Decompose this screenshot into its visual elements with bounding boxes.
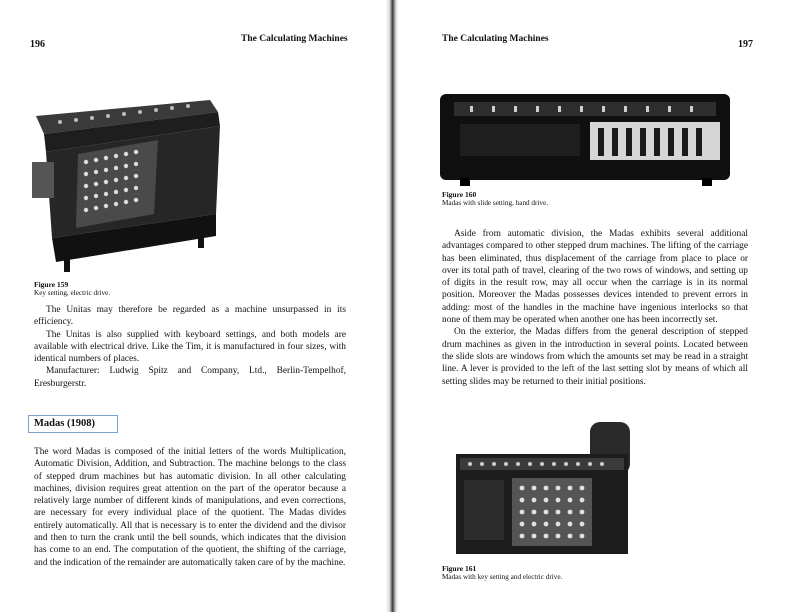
figure-caption: Madas with slide setting, hand drive. bbox=[442, 199, 548, 207]
figure-label: Figure 161 bbox=[442, 564, 477, 573]
paragraph: Manufacturer: Ludwig Spitz and Company, Ltd., Berlin-Tempelhof, Eresburgerstr. bbox=[34, 366, 346, 389]
figure-161-photo bbox=[452, 418, 638, 562]
figure-160-caption bbox=[442, 190, 548, 208]
body-text bbox=[442, 228, 748, 388]
paragraph: Aside from automatic division, the Madas exhibits several additional advantages compared to other stepped drum machines. The lifting of the carriage has been eliminated, thus displacement of the carriage from place to place or over its total path of travel, clearing of the two rows of windows, and setting up of digits in the result row, may all occur when the carriage is in its normal position. Moreover the Madas possesses devices intended to prevent errors in adding: most of the handles in the machine have ingenious interlocks so that none of them may be operated when another one has been incorrectly set. bbox=[442, 229, 748, 326]
figure-161-caption bbox=[442, 564, 562, 582]
page-number: 196 bbox=[30, 39, 45, 50]
figure-159-caption bbox=[34, 280, 110, 298]
running-head: The Calculating Machines bbox=[241, 34, 348, 44]
section-body bbox=[34, 446, 346, 569]
right-page bbox=[398, 0, 792, 612]
left-page bbox=[0, 0, 388, 612]
section-heading: Madas (1908) bbox=[34, 418, 95, 429]
figure-160-photo bbox=[440, 90, 730, 188]
body-text bbox=[34, 304, 346, 390]
figure-label: Figure 159 bbox=[34, 280, 69, 289]
figure-caption: Key setting, electric drive. bbox=[34, 289, 111, 297]
paragraph: On the exterior, the Madas differs from the general description of stepped drum machines as given in the introduction in several points. Located between the slide slots are windows from which the amounts set may be read in a straight line. A lever is provided to the left of the last setting slot by means of which all setting slides may be returned to their initial positions. bbox=[442, 327, 748, 387]
figure-caption: Madas with key setting and electric drive. bbox=[442, 573, 563, 581]
paragraph: The Unitas is also supplied with keyboard settings, and both models are available with electrical drive. Like the Tim, it is manufactured in four sizes, with identical numbers of places. bbox=[34, 329, 346, 365]
figure-159-photo bbox=[30, 96, 226, 272]
paragraph: The Unitas may therefore be regarded as a machine unsurpassed in its efficiency. bbox=[34, 305, 346, 328]
figure-label: Figure 160 bbox=[442, 190, 477, 199]
running-head: The Calculating Machines bbox=[442, 34, 549, 44]
page-number: 197 bbox=[738, 39, 753, 50]
paragraph: The word Madas is composed of the initial letters of the words Multiplication, Automatic Division, Addition, and Subtraction. The machine belongs to the class of stepped drum machines but has automatic division. In all other calculating machines, division requires great attention on the part of the operator because a relatively large number of different kinds of manipulations, and even corrections, are necessary for every individual place of the quotient. The Madas divides entirely automatically. All that is necessary is to enter the dividend and the divisor and then to turn the crank until the bell sounds, which indicates that the division has come to an end. The computation of the quotient, the shifting of the carriage, and the indication of the remainder are automatically taken care of by the machine. bbox=[34, 447, 346, 568]
